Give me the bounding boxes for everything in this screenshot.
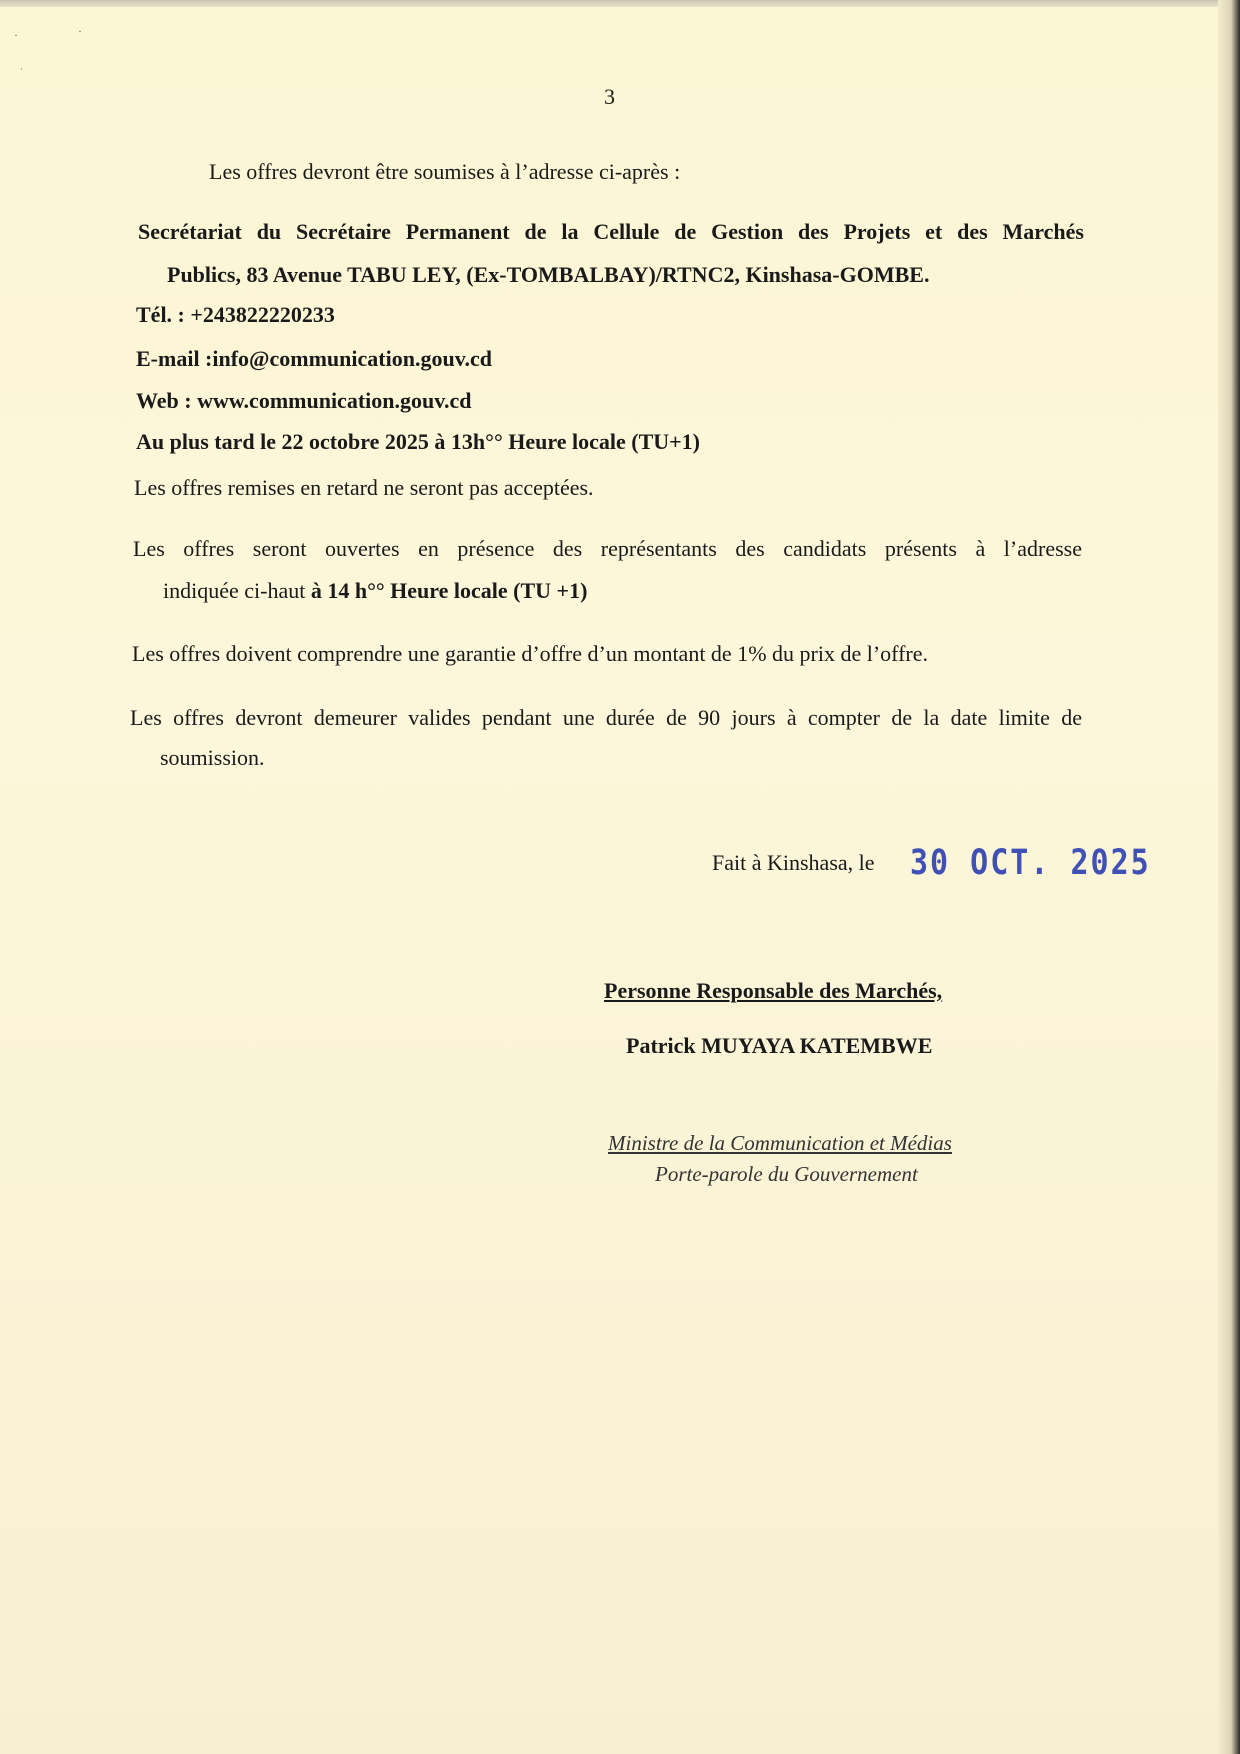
guarantee-paragraph: Les offres doivent comprendre une garantie d’offre d’un montant de 1% du prix de l’offre.: [132, 641, 929, 666]
signatory-name: Patrick MUYAYA KATEMBWE: [626, 1033, 933, 1058]
validity-paragraph-line-2: soumission.: [160, 745, 265, 770]
opening-prefix: indiquée ci-haut: [163, 578, 311, 603]
email-address: E-mail :info@communication.gouv.cd: [136, 346, 492, 371]
scan-speck: ·: [78, 24, 82, 38]
intro-text: Les offres devront être soumises à l’adresse ci-après :: [209, 159, 681, 184]
late-offers-notice: Les offres remises en retard ne seront pas acceptées.: [134, 475, 594, 500]
website: Web : www.communication.gouv.cd: [136, 388, 472, 413]
scan-right-edge: [1218, 0, 1240, 1754]
validity-paragraph-line-1: Les offres devront demeurer valides pendant une durée de 90 jours à compter de la date limite de: [130, 705, 1082, 730]
opening-time: à 14 h°° Heure locale (TU +1): [310, 578, 588, 603]
signatory-title-line-1: Ministre de la Communication et Médias: [608, 1131, 952, 1155]
opening-paragraph-line-1: Les offres seront ouvertes en présence des représentants des candidats présents à l’adresse: [133, 536, 1082, 561]
place-date-prefix: Fait à Kinshasa, le: [712, 850, 875, 875]
signatory-title-line-2: Porte-parole du Gouvernement: [655, 1162, 918, 1186]
scan-speck: ·: [20, 64, 23, 74]
date-stamp: 30 OCT. 2025: [910, 843, 1151, 884]
scan-speck: ·: [14, 28, 18, 42]
address-line-2: Publics, 83 Avenue TABU LEY, (Ex-TOMBALBAY)/RTNC2, Kinshasa-GOMBE.: [167, 262, 930, 287]
address-line-1: Secrétariat du Secrétaire Permanent de la Cellule de Gestion des Projets et des Marchés: [138, 219, 1084, 244]
page-number: 3: [604, 84, 615, 109]
submission-deadline: Au plus tard le 22 octobre 2025 à 13h°° Heure locale (TU+1): [136, 429, 701, 454]
scan-top-edge: [0, 0, 1240, 7]
phone-number: Tél. : +243822220233: [136, 302, 335, 327]
opening-paragraph-line-2: [163, 578, 587, 604]
signatory-role: Personne Responsable des Marchés,: [604, 978, 943, 1003]
